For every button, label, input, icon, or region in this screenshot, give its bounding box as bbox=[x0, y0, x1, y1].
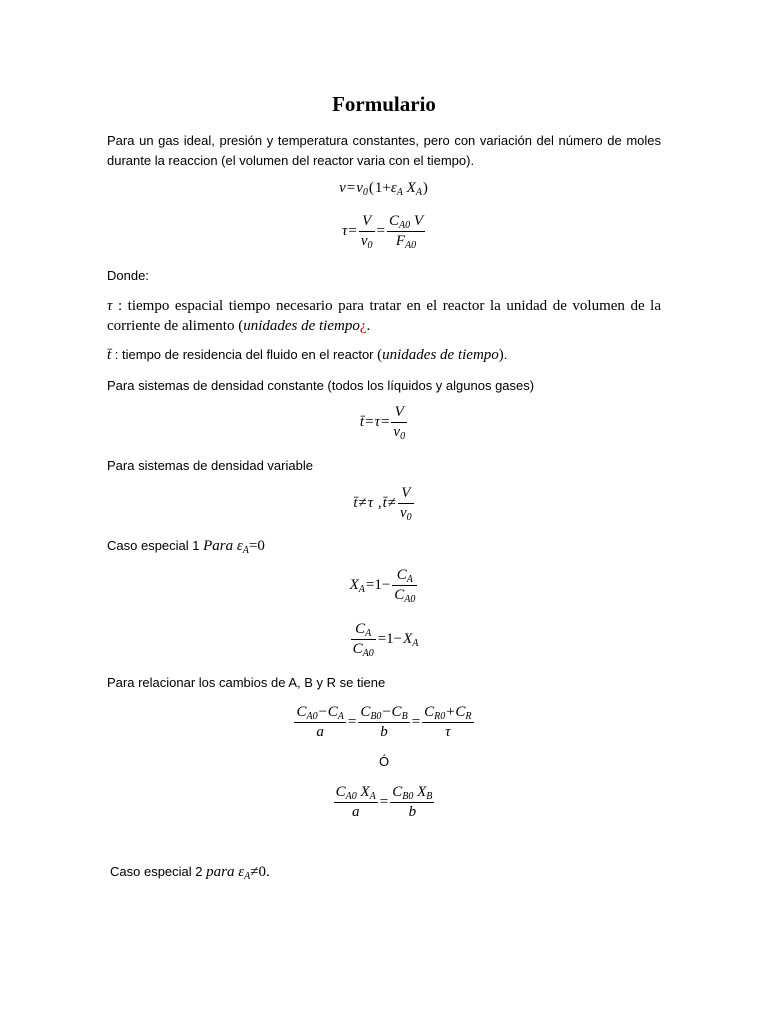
special-case-1: Caso especial 1 Para $\varepsilon_A=0$ bbox=[107, 538, 265, 556]
tbar-definition: t̄ : tiempo de residencia del fluido en el reactor (unidades de tiempo). bbox=[107, 347, 508, 363]
tau-units: unidades de tiempo bbox=[243, 318, 360, 334]
variable-density-equation: t̄≠τ ,t̄≠ $\frac{V}{v_0}$ bbox=[353, 485, 412, 523]
space-time-equation: τ= $\frac{V}{v_0}$ = $\frac{C_{A0} V}{F_{A0}}$ bbox=[341, 213, 424, 251]
constant-density-equation: t̄=τ= $\frac{V}{v_0}$ bbox=[359, 404, 406, 442]
tau-end-mark: ¿ bbox=[359, 318, 367, 334]
or-separator: Ó bbox=[378, 754, 390, 769]
tau-definition-text: : tiempo espacial tiempo necesario para tratar en el reactor la unidad de volumen de la corriente de alimento ( bbox=[107, 298, 661, 334]
conversion-equation: $X_A=1-$ $\frac{C_A}{C_{A0}}$ bbox=[349, 567, 416, 605]
special-case-2-label: Caso especial 2 bbox=[110, 864, 203, 879]
constant-density-text: Para sistemas de densidad constante (todos los líquidos y algunos gases) bbox=[107, 378, 535, 393]
special-case-2-cond: para bbox=[206, 864, 235, 880]
concentration-ratio-equation: $\frac{C_A}{C_{A0}}$ $=1-X_A$ bbox=[352, 621, 419, 659]
page-title: Formulario bbox=[332, 92, 436, 116]
conversion-stoichiometry-equation: $\frac{C_{A0} X_A}{a}$ = $\frac{C_{B0} X_B}{b}$ bbox=[335, 784, 433, 820]
donde-label: Donde: bbox=[107, 268, 149, 283]
stoichiometry-equation: $\frac{C_{A0}-C_A}{a}$ = $\frac{C_{B0}-C_B}{b}$ = $\frac{C_{R0}+C_R}{\tau}$ bbox=[296, 704, 472, 740]
tbar-definition-text: : tiempo de residencia del fluido en el reactor bbox=[114, 347, 374, 362]
special-case-1-label: Caso especial 1 bbox=[107, 538, 200, 553]
special-case-1-cond: Para bbox=[203, 538, 234, 554]
volume-equation: $v=v_0(1+\varepsilon_A$ $X_A$) bbox=[339, 180, 428, 198]
relate-changes-text: Para relacionar los cambios de A, B y R se tiene bbox=[107, 675, 386, 690]
tau-definition: τ : tiempo espacial tiempo necesario para tratar en el reactor la unidad de volumen de la corriente de alimento (unidades de tiempo¿. bbox=[107, 298, 661, 334]
intro-paragraph: Para un gas ideal, presión y temperatura constantes, pero con variación del número de moles durante la reaccion (el volumen del reactor varia con el tiempo). bbox=[107, 133, 661, 168]
special-case-2: Caso especial 2 para $\varepsilon_A\ne 0$. bbox=[110, 864, 270, 882]
tbar-units: unidades de tiempo bbox=[382, 347, 499, 363]
variable-density-text: Para sistemas de densidad variable bbox=[107, 458, 313, 473]
